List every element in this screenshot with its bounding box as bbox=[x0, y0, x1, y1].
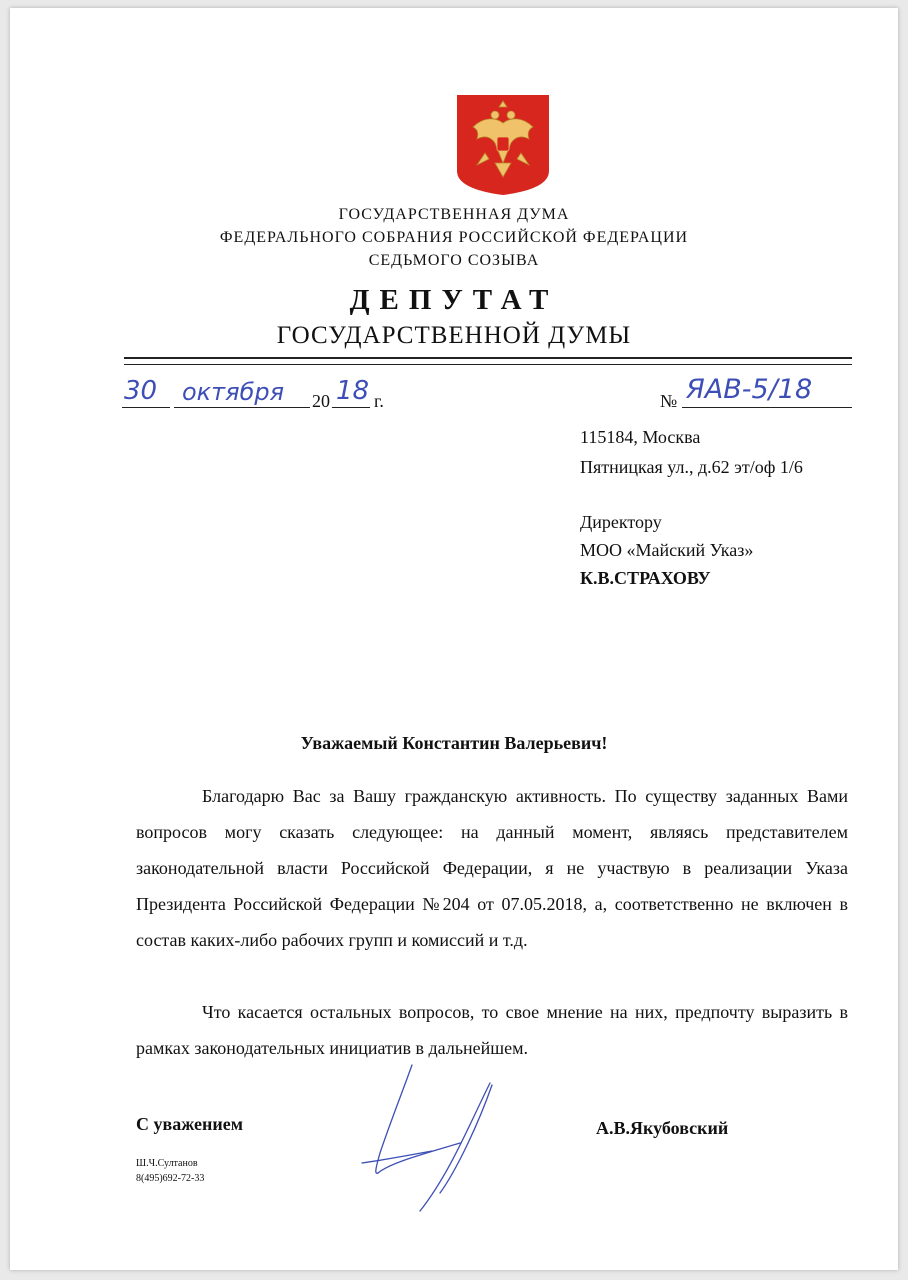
executor-phone: 8(495)692-72-33 bbox=[136, 1173, 205, 1184]
number-underline bbox=[682, 407, 852, 408]
handwritten-signature bbox=[350, 1063, 550, 1213]
header-divider-thin bbox=[124, 364, 852, 365]
date-suffix: г. bbox=[374, 391, 384, 411]
body-paragraph-2: Что касается остальных вопросов, то свое мнение на них, предпочту выразить в рамках законодательных инициатив в дальнейшем. bbox=[136, 1002, 848, 1058]
number-value: ЯАВ-5/18 bbox=[686, 374, 813, 405]
header-line-2: ФЕДЕРАЛЬНОГО СОБРАНИЯ РОССИЙСКОЙ ФЕДЕРАЦИИ bbox=[219, 229, 689, 246]
date-day-underline bbox=[122, 407, 170, 408]
header-line-3: СЕДЬМОГО СОЗЫВА bbox=[368, 252, 540, 269]
greeting: Уважаемый Константин Валерьевич! bbox=[300, 733, 608, 753]
recipient-organization: МОО «Майский Указ» bbox=[580, 540, 754, 560]
number-label: № bbox=[660, 391, 678, 411]
recipient-name: К.В.СТРАХОВУ bbox=[580, 568, 711, 588]
header-divider-thick bbox=[124, 357, 852, 359]
date-day: 30 bbox=[124, 376, 158, 406]
address-line-2: Пятницкая ул., д.62 эт/оф 1/6 bbox=[580, 457, 803, 477]
russian-coat-of-arms-icon bbox=[455, 93, 551, 197]
date-year-suffix: 18 bbox=[336, 376, 370, 406]
recipient-position: Директору bbox=[580, 512, 662, 532]
date-year-prefix: 20 bbox=[312, 391, 330, 411]
body-paragraph-1: Благодарю Вас за Вашу гражданскую активность. По существу заданных Вами вопросов могу сказать следующее: на данный момент, являясь представителем законодательной власти Российской Федерации, я не участвую в реализации Указа Президента Российской Федерации №204 от 07.05.2018, а, соответственно не включен в состав каких-либо рабочих групп и комиссий и т.д. bbox=[136, 786, 848, 950]
header-subtitle: ГОСУДАРСТВЕННОЙ ДУМЫ bbox=[276, 322, 632, 349]
address-line-1: 115184, Москва bbox=[580, 427, 701, 447]
letter-page bbox=[10, 8, 898, 1270]
header-line-1: ГОСУДАРСТВЕННАЯ ДУМА bbox=[338, 206, 570, 223]
executor-name: Ш.Ч.Султанов bbox=[136, 1158, 198, 1169]
date-month-underline bbox=[174, 407, 310, 408]
date-month: октября bbox=[182, 378, 285, 406]
header-title: ДЕПУТАТ bbox=[349, 284, 559, 316]
signatory-name: А.В.Якубовский bbox=[596, 1118, 729, 1138]
closing: С уважением bbox=[136, 1114, 244, 1134]
date-year-underline bbox=[332, 407, 370, 408]
